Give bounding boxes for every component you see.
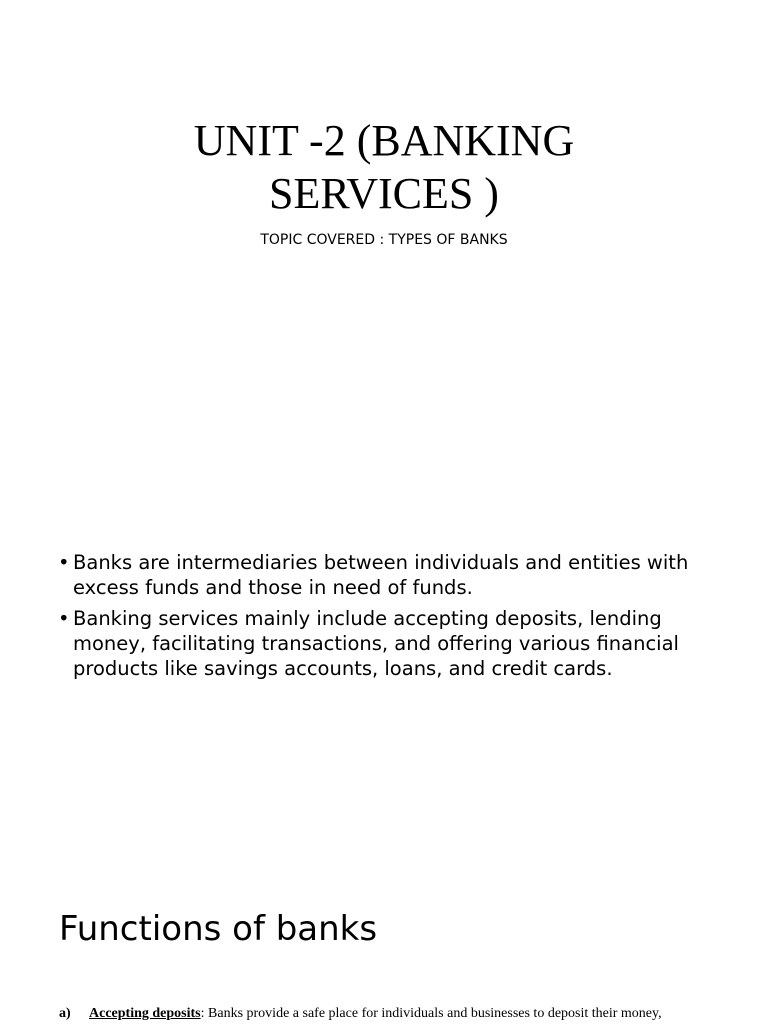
function-list-item <box>59 1004 749 1024</box>
slide-title-line-2: SERVICES ) <box>269 169 499 218</box>
bullet-item <box>58 606 728 681</box>
bullet-list <box>58 550 728 687</box>
bullet-icon: • <box>58 607 70 630</box>
slide-title <box>84 114 684 220</box>
section-heading: Functions of banks <box>59 909 378 949</box>
bullet-icon: • <box>58 551 70 574</box>
bullet-text: Banks are intermediaries between individuals and entities with excess funds and those in need of funds. <box>73 551 689 599</box>
function-term: Accepting deposits <box>89 1006 201 1021</box>
slide-title-line-1: UNIT -2 (BANKING <box>193 116 575 165</box>
list-marker: a) <box>59 1006 71 1021</box>
slide-subtitle: TOPIC COVERED : TYPES OF BANKS <box>260 232 508 248</box>
function-description: : Banks provide a safe place for individuals and businesses to deposit their money, <box>200 1006 662 1021</box>
bullet-text: Banking services mainly include accepting deposits, lending money, facilitating transactions, and offering various financial products like savings accounts, loans, and credit cards. <box>73 607 679 680</box>
bullet-item <box>58 550 728 600</box>
